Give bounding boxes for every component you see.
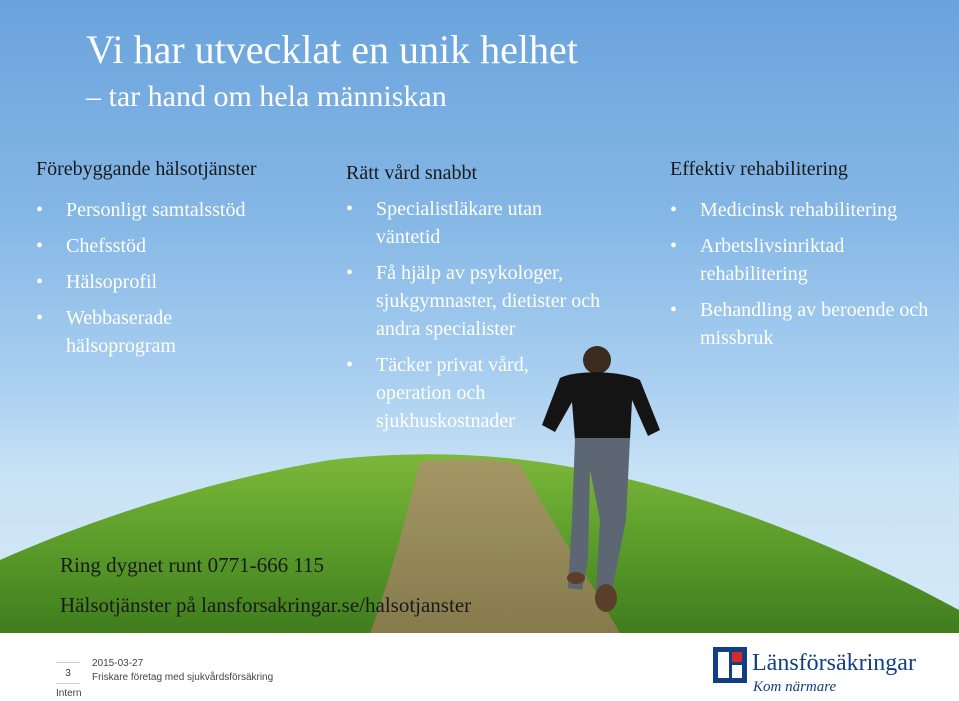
company-logo-name: Länsförsäkringar <box>752 650 916 676</box>
list-item: • Webbaserade hälsoprogram <box>36 304 216 360</box>
list-item: • Få hjälp av psykologer, sjukgymnaster, dietister och andra specialister <box>346 259 646 343</box>
slide-title: Vi har utvecklat en unik helhet <box>86 27 578 72</box>
list-item: • Täcker privat vård, operation och sjukhuskostnader <box>346 351 576 435</box>
list-item: • Personligt samtalsstöd <box>36 196 296 224</box>
page-number: 3 <box>56 662 80 684</box>
list-item: • Arbetslivsinriktad rehabilitering <box>670 232 890 288</box>
bullet-icon: • <box>36 235 44 257</box>
company-logo-tagline: Kom närmare <box>753 679 837 695</box>
footer-subtitle: Friskare företag med sjukvårdsförsäkring <box>92 672 274 683</box>
column-list-care <box>346 195 646 443</box>
column-heading-care: Rätt vård snabbt <box>346 162 478 184</box>
bullet-icon: • <box>346 198 354 220</box>
bullet-icon: • <box>346 354 354 376</box>
list-item: • Medicinsk rehabilitering <box>670 196 945 224</box>
bullet-icon: • <box>346 262 354 284</box>
column-heading-rehab: Effektiv rehabilitering <box>670 158 848 180</box>
column-heading-prevention: Förebyggande hälsotjänster <box>36 158 257 180</box>
classification-label: Intern <box>56 688 82 699</box>
footer-date: 2015-03-27 <box>92 658 144 669</box>
bullet-icon: • <box>670 299 678 321</box>
list-item: • Hälsoprofil <box>36 268 296 296</box>
column-list-rehab <box>670 196 945 360</box>
list-item: • Specialistläkare utan väntetid <box>346 195 586 251</box>
bullet-icon: • <box>670 199 678 221</box>
bullet-icon: • <box>670 235 678 257</box>
contact-phone: Ring dygnet runt 0771-666 115 <box>60 553 325 577</box>
bullet-icon: • <box>36 271 44 293</box>
list-item: • Chefsstöd <box>36 232 296 260</box>
slide-footer <box>0 633 959 701</box>
list-item: • Behandling av beroende och missbruk <box>670 296 945 352</box>
bullet-icon: • <box>36 199 44 221</box>
bullet-icon: • <box>36 307 44 329</box>
company-logo-icon <box>713 647 747 683</box>
column-list-prevention <box>36 196 296 368</box>
slide-subtitle: – tar hand om hela människan <box>86 80 447 113</box>
contact-web: Hälsotjänster på lansforsakringar.se/halsotjanster <box>60 593 472 617</box>
